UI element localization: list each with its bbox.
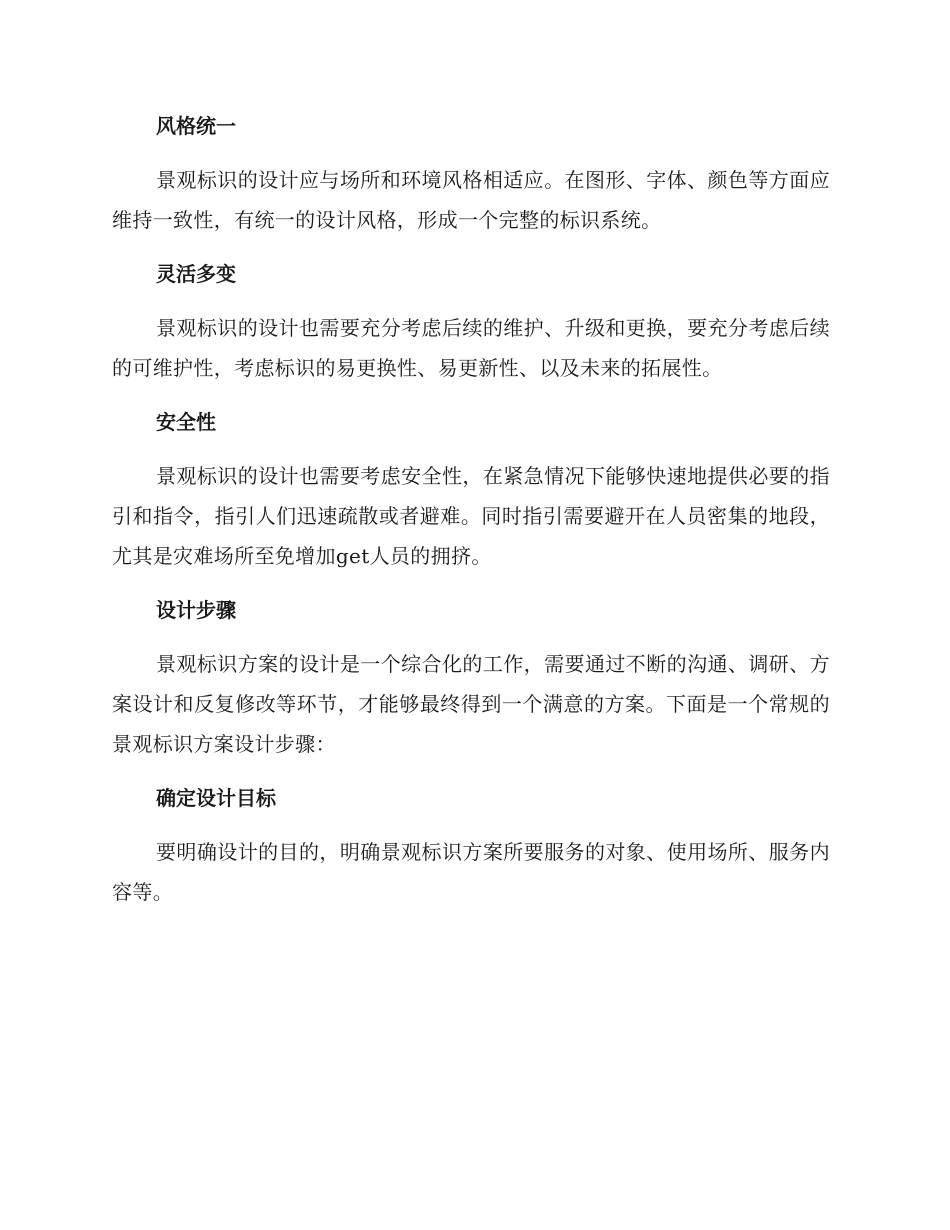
section-heading-design-steps: 设计步骤: [156, 598, 236, 622]
section-paragraph-flexibility: 景观标识的设计也需要充分考虑后续的维护、升级和更换，要充分考虑后续的可维护性，考虑标识的易更换性、易更新性、以及未来的拓展性。: [112, 316, 830, 380]
section-heading-style-unity: 风格统一: [156, 114, 236, 138]
section-paragraph-design-steps: 景观标识方案的设计是一个综合化的工作，需要通过不断的沟通、调研、方案设计和反复修改等环节，才能够最终得到一个满意的方案。下面是一个常规的景观标识方案设计步骤：: [112, 652, 830, 756]
section-paragraph-safety: 景观标识的设计也需要考虑安全性，在紧急情况下能够快速地提供必要的指引和指令，指引人们迅速疏散或者避难。同时指引需要避开在人员密集的地段，尤其是灾难场所至免增加get人员的拥挤。: [112, 464, 830, 568]
section-heading-design-goal: 确定设计目标: [156, 786, 276, 810]
document-body: [112, 106, 830, 926]
section-paragraph-style-unity: 景观标识的设计应与场所和环境风格相适应。在图形、字体、颜色等方面应维持一致性，有统一的设计风格，形成一个完整的标识系统。: [112, 168, 830, 232]
section-paragraph-design-goal: 要明确设计的目的，明确景观标识方案所要服务的对象、使用场所、服务内容等。: [112, 840, 830, 904]
section-heading-flexibility: 灵活多变: [156, 262, 236, 286]
section-heading-safety: 安全性: [156, 410, 216, 434]
